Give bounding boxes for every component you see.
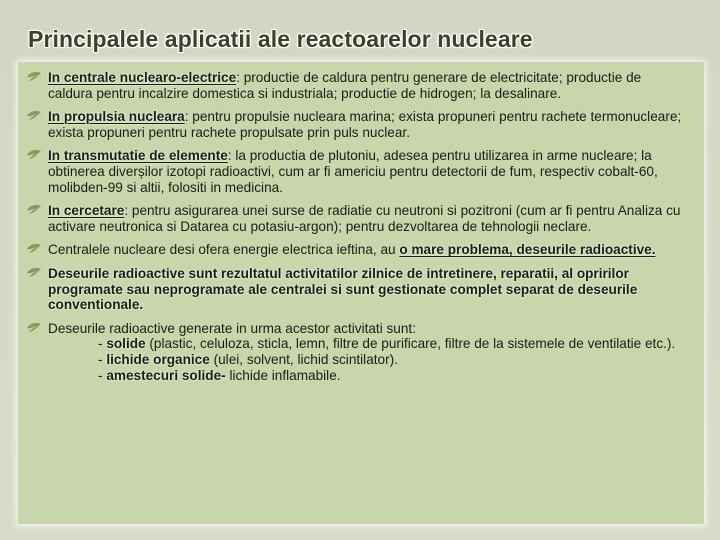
- slide-title: Principalele aplicatii ale reactoarelor nucleare: [28, 26, 533, 52]
- bullet-text: : la productia de plutoniu, adesea pentru utilizarea in arme nucleare; la obtinerea diverșilor izotopi radioactivi, cum ar fi americiu pentru detectorii de fum, respectiv cobalt-60, molibden-99 si altii, folositi in medicina.: [48, 148, 658, 195]
- sub-term: solide: [106, 336, 146, 352]
- waste-type-organic-liquid: [48, 352, 686, 368]
- bullet-text: : productie de caldura pentru generare de electricitate; productie de caldura pentru incalzire domestica si industriala; productie de hidrogen; la desalinare.: [48, 70, 642, 101]
- leaf-bullet-icon: [26, 267, 42, 280]
- sub-desc: (plastic, celuloza, sticla, lemn, filtre de purificare, filtre de la sistemele de ventilatie etc.).: [145, 336, 676, 352]
- bullet-text: : pentru asigurarea unei surse de radiatie cu neutroni si pozitroni (cum ar fi pentru Analiza cu activare neutronica si Datarea cu potasiu-argon); pentru dezvoltarea de tehnologii neclare.: [48, 203, 681, 234]
- bullet-lead: In centrale nuclearo-electrice: [48, 70, 237, 85]
- leaf-bullet-icon: [26, 243, 42, 256]
- sub-desc: (ulei, solvent, lichid scintilator).: [209, 351, 398, 367]
- waste-type-mixture: [48, 368, 686, 384]
- sub-desc: lichide inflamabile.: [225, 367, 341, 383]
- sub-term: lichide organice: [106, 351, 210, 367]
- bullet-intro: Deseurile radioactive generate in urma acestor activitati sunt:: [48, 320, 416, 336]
- bullet-lead: In propulsia nucleara: [48, 109, 185, 125]
- bullet-transmutation: [26, 148, 686, 195]
- leaf-bullet-icon: [26, 322, 42, 335]
- bullet-text: Centralele nucleare desi ofera energie electrica ieftina, au: [48, 242, 400, 258]
- bullet-lead: In cercetare: [48, 203, 125, 219]
- sub-prefix: -: [98, 336, 107, 352]
- bullet-waste-types: [26, 321, 686, 383]
- leaf-bullet-icon: [26, 149, 42, 162]
- sub-prefix: -: [98, 367, 107, 383]
- bullet-list: [26, 70, 686, 391]
- bullet-lead: In transmutatie de elemente: [48, 148, 228, 164]
- bullet-text: : pentru propulsie nucleara marina; exista propuneri pentru rachete termonucleare; exista propuneri pentru rachete propulsate prin puls nuclear.: [48, 109, 682, 140]
- bullet-research: [26, 203, 686, 234]
- bullet-propulsion: [26, 109, 686, 140]
- bullet-power-plants: [26, 70, 686, 101]
- bullet-waste-origin: [26, 266, 686, 313]
- bullet-waste-problem: [26, 242, 686, 258]
- sub-prefix: -: [98, 351, 107, 367]
- bullet-bold-text: Deseurile radioactive sunt rezultatul activitatilor zilnice de intretinere, reparatii, al opririlor programate sau neprogramate ale centralei si sunt gestionate complet separat de deseurile conventionale.: [48, 265, 638, 313]
- bullet-emphasis: o mare problema, deseurile radioactive.: [399, 242, 656, 258]
- waste-type-solid: [48, 336, 686, 352]
- sub-term: amestecuri solide-: [106, 367, 226, 383]
- leaf-bullet-icon: [26, 204, 42, 217]
- leaf-bullet-icon: [26, 110, 42, 123]
- leaf-bullet-icon: [26, 71, 42, 84]
